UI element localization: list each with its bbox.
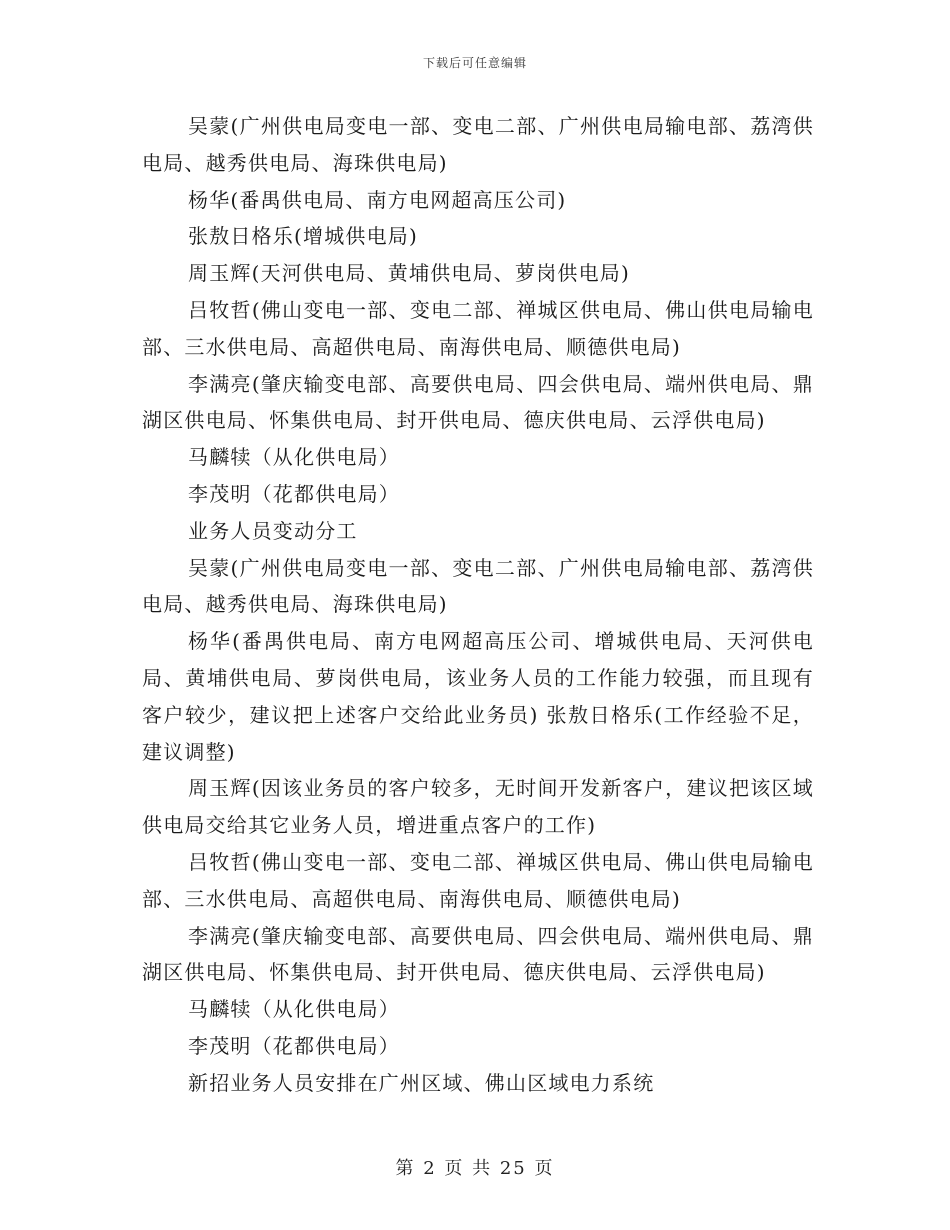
- paragraph-li-manliang-revised: 李满亮(肇庆输变电部、高要供电局、四会供电局、端州供电局、鼎湖区供电局、怀集供电局、封开供电局、德庆供电局、云浮供电局): [142, 923, 814, 985]
- paragraph-li-maoming-revised: 李茂明（花都供电局）: [188, 1033, 400, 1058]
- paragraph-lv-muzhe-revised: 吕牧哲(佛山变电一部、变电二部、禅城区供电局、佛山供电局输电部、三水供电局、高超供电局、南海供电局、顺德供电局): [142, 849, 814, 911]
- paragraph-li-maoming: 李茂明（花都供电局）: [188, 481, 400, 506]
- paragraph-wu-meng: 吴蒙(广州供电局变电一部、变电二部、广州供电局输电部、荔湾供电局、越秀供电局、海珠供电局): [142, 114, 814, 175]
- paragraph-yang-hua-revised: 杨华(番禺供电局、南方电网超高压公司、增城供电局、天河供电局、黄埔供电局、萝岗供电局，该业务人员的工作能力较强，而且现有客户较少，建议把上述客户交给此业务员) 张敖日格乐(工作经验不足，建议调整): [142, 629, 814, 764]
- paragraph-li-manliang: 李满亮(肇庆输变电部、高要供电局、四会供电局、端州供电局、鼎湖区供电局、怀集供电局、封开供电局、德庆供电局、云浮供电局): [142, 371, 814, 433]
- paragraph-yang-hua: 杨华(番禺供电局、南方电网超高压公司): [188, 187, 567, 212]
- paragraph-zhang-aorigele: 张敖日格乐(增城供电局): [188, 224, 419, 249]
- paragraph-new-hires: 新招业务人员安排在广州区域、佛山区域电力系统: [188, 1070, 655, 1095]
- page-header: 下载后可任意编辑: [422, 56, 527, 70]
- paragraph-zhou-yuhui: 周玉辉(天河供电局、黄埔供电局、萝岗供电局): [188, 261, 631, 286]
- page-number: 第 2 页 共 25 页: [395, 1158, 555, 1179]
- paragraph-ma-lindu-revised: 马麟犊（从化供电局）: [188, 997, 400, 1022]
- paragraph-lv-muzhe: 吕牧哲(佛山变电一部、变电二部、禅城区供电局、佛山供电局输电部、三水供电局、高超供电局、南海供电局、顺德供电局): [142, 297, 814, 359]
- paragraph-ma-lindu: 马麟犊（从化供电局）: [188, 445, 400, 470]
- paragraph-wu-meng-revised: 吴蒙(广州供电局变电一部、变电二部、广州供电局输电部、荔湾供电局、越秀供电局、海珠供电局): [142, 555, 814, 617]
- section-heading-staff-changes: 业务人员变动分工: [188, 518, 358, 543]
- document-body: [142, 108, 814, 1102]
- paragraph-zhou-yuhui-revised: 周玉辉(因该业务员的客户较多，无时间开发新客户，建议把该区域供电局交给其它业务人员，增进重点客户的工作): [142, 776, 814, 838]
